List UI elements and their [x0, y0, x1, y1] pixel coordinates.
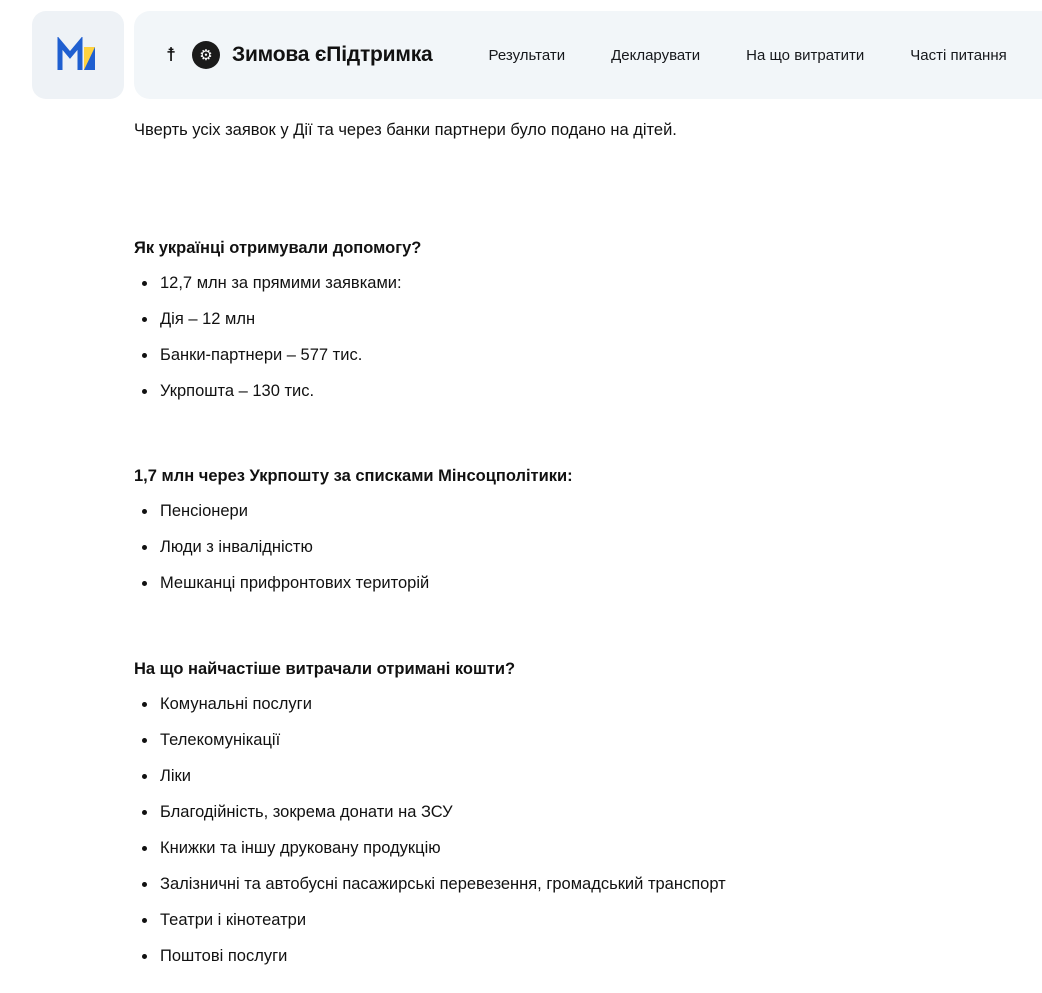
list-item: Благодійність, зокрема донати на ЗСУ — [134, 801, 1010, 825]
list-item: Театри і кінотеатри — [134, 909, 1010, 933]
nav-what-to-spend[interactable]: На що витратити — [746, 46, 865, 64]
ministry-logo-icon — [57, 37, 99, 73]
list-item: Пенсіонери — [134, 500, 1010, 524]
section-title: 1,7 млн через Укрпошту за списками Мінсоцполітики: — [134, 467, 573, 486]
list-item: Комунальні послуги — [134, 693, 1010, 717]
section-list — [134, 500, 1010, 596]
section-list — [134, 693, 1010, 968]
article-body — [0, 118, 1042, 969]
header-nav-panel — [134, 11, 1042, 99]
list-item: 12,7 млн за прямими заявками: — [134, 272, 1010, 296]
section-how-received — [134, 239, 1010, 404]
section-ukrposhta-lists — [134, 467, 1010, 596]
list-item: Телекомунікації — [134, 729, 1010, 753]
section-title: На що найчастіше витрачали отримані кошти? — [134, 660, 516, 679]
brand[interactable] — [158, 40, 433, 70]
list-item: Поштові послуги — [134, 945, 1010, 969]
list-item: Мешканці прифронтових територій — [134, 572, 1010, 596]
section-title: Як українці отримували допомогу? — [134, 238, 422, 257]
nav-results[interactable]: Результати — [488, 46, 566, 64]
brand-title: Зимова єПідтримка — [232, 43, 433, 66]
list-item: Дія – 12 млн — [134, 308, 1010, 332]
list-item: Укрпошта – 130 тис. — [134, 380, 1010, 404]
nav-declare[interactable]: Декларувати — [611, 46, 701, 64]
section-spending — [134, 660, 1010, 968]
primary-nav — [489, 47, 1007, 64]
list-item: Залізничні та автобусні пасажирські перевезення, громадський транспорт — [134, 873, 1010, 897]
list-item: Люди з інвалідністю — [134, 536, 1010, 560]
nav-faq[interactable]: Часті питання — [910, 46, 1007, 64]
site-header — [0, 0, 1042, 110]
section-list — [134, 272, 1010, 404]
diia-app-icon: ⚙ — [192, 41, 220, 69]
list-item: Ліки — [134, 765, 1010, 789]
ministry-logo[interactable] — [32, 11, 124, 99]
ukraine-trident-icon: ☨ — [165, 44, 177, 66]
lead-paragraph: Чверть усіх заявок у Дії та через банки партнери було подано на дітей. — [134, 121, 677, 139]
list-item: Банки-партнери – 577 тис. — [134, 344, 1010, 368]
list-item: Книжки та іншу друковану продукцію — [134, 837, 1010, 861]
